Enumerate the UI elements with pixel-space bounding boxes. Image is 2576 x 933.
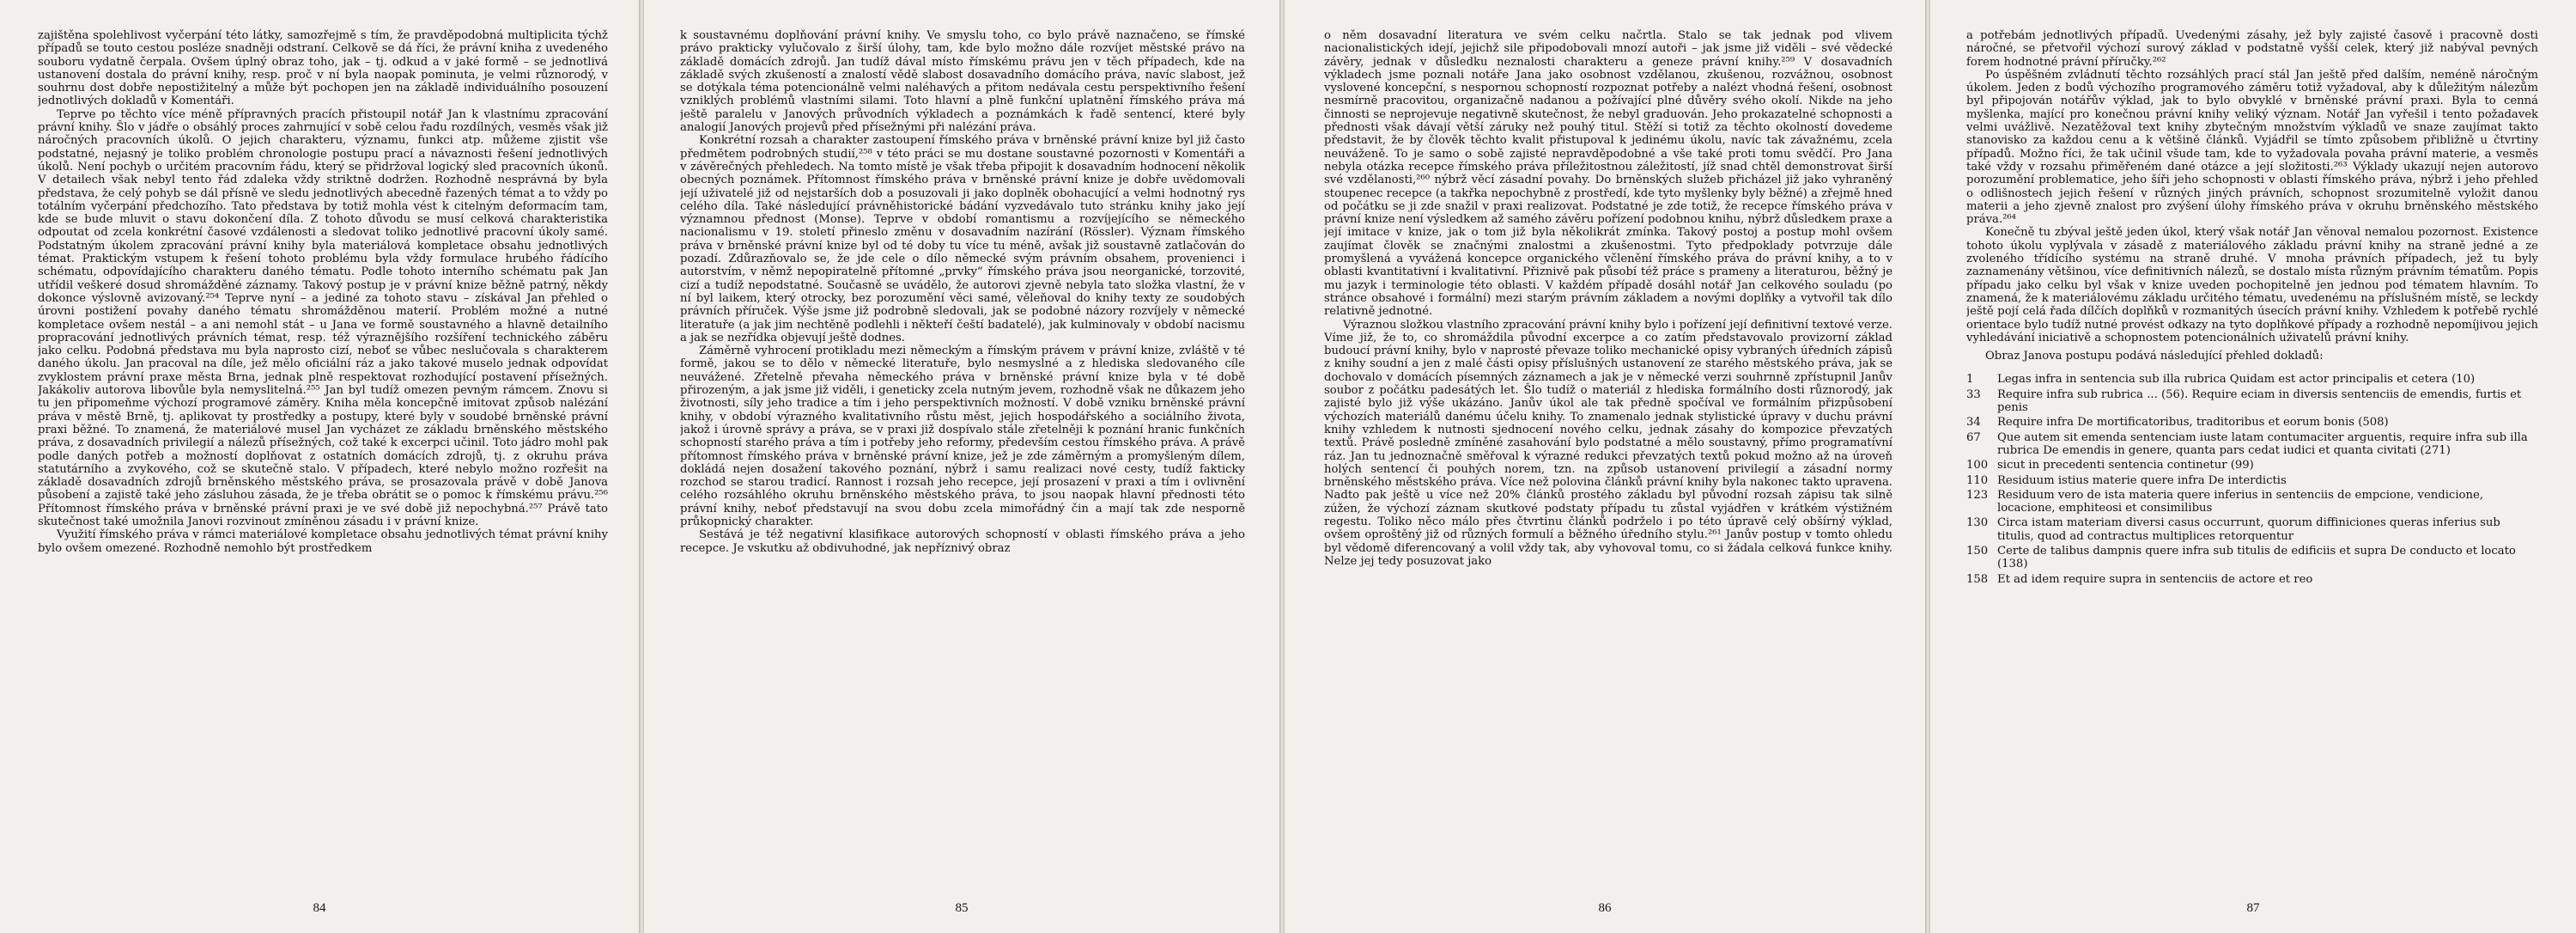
- paragraph: o něm dosavadní literatura ve svém celku načrtla. Stalo se tak jednak pod vlivem nacionalistických idejí, jejichž sile připodobovali mnozí autoři – jak jsme již viděli – své vědecké závěry, jednak v důsledku neznalosti charakteru a geneze právní knihy.²⁵⁹ V dosavadních výkladech jsme poznali notáře Jana jako osobnost vzdělanou, zkušenou, rozvážnou, osobnost vyslovené koncepční, s nespornou schopností rozpoznat potřeby a nalézt vhodná řešení, osobnost nesmírně pracovitou, organizačně nadanou a požívající plné důvěry svého okolí. Nikde na jeho činnosti se neprojevuje negativně skutečnost, že nebyl graduován. Jeho prokazatelné schopnosti a přednosti však dávají větší záruky než pouhý titul. Stěží si totiž za těchto okolností dovedeme představit, že by člověk těchto kvalit přistupoval k jedinému úkolu, navíc tak závažnému, zcela neuváženě. To je samo o sobě zajisté nepravděpodobné a vše také proti tomu svědčí. Pro Jana nebyla otázka recepce římského práva příležitostnou záležitostí, jíž snad chtěl demonstrovat širší své vzdělanosti,²⁶⁰ nýbrž věcí zásadní povahy. Do brněnských služeb přicházel již jako vyhraněný stoupenec recepce (a takřka nepochybně z prostředí, kde tyto myšlenky byly běžné) a zřejmě hned od počátku se ji zde snažil v praxi realizovat. Podstatné je zde totiž, že recepce římského práva v právní knize není výsledkem až samého závěru pořízení podobnou knihu, nýbrž důsledkem praxe a její imitace v knize, jak o tom již byla několikrát zmínka. Takový postoj a postup mohl ovšem zaujímat člověk se značnými znalostmi a zkušenostmi. Tyto předpoklady potvrzuje dále promyšlená a vyvážená koncepce organického včlenění římského práva do právní knihy, a to v oblasti kvantitativní i kvalitativní. Přiznivě pak působí též práce s prameny a literaturou, běžný je mu jazyk i terminologie této oblasti. V každém případě dosáhl notář Jan celkového souladu (po stránce obsahové i formální) mezi starým právním základem a novými doplňky a vytvořil tak dílo relativně jednotné.: [1324, 29, 1893, 319]
- list-item-text: Require infra De mortificatoribus, traditoribus et eorum bonis (508): [1997, 416, 2389, 430]
- paragraph: Sestává je též negativní klasifikace autorových schopností v oblasti římského práva a jeho recepce. Je vskutku až obdivuhodné, jak nepříznivý obraz: [680, 528, 1245, 555]
- paragraph: k soustavnému doplňování právní knihy. Ve smyslu toho, co bylo právě naznačeno, se římské právo prakticky vylučovalo z širší úlohy, tam, kde bylo možno dále rozvíjet městské právo na základě domácích zdrojů. Jan tudíž dával místo římskému právu jen v těch případech, kde na základě svých zkušeností a znalostí vědě slabost dosavadního domácího práva, navíc slabost, jež se dotýkala téma potencionálně velmi naléhavých a přitom nedávala cestu perspektivního řešení vzniklých problémů vlastními silami. Toto hlavní a plně funkční uplatnění římského práva má ještě paralelu v Janových průvodních výkladech a poznámkách k řadě sentencí, které byly analogií Janových projevů před přísežnými při nalézání práva.: [680, 29, 1245, 135]
- page-number: 86: [1598, 901, 1612, 915]
- paragraph: Obraz Janova postupu podává následující přehled dokladů:: [1985, 350, 2324, 363]
- page-number: 85: [955, 901, 969, 915]
- paragraph: Konečně tu zbýval ještě jeden úkol, který však notář Jan věnoval nemalou pozornost. Existence tohoto úkolu vyplývala v zásadě z materiálového základu právní knihy na straně jedné a ze zvoleného třídícího systému na straně druhé. V mnoha právních případech, jež tu byly zaznamenány většinou, více definitivních nálezů, se dostalo místa různým právním tématům. Popis případu jako celku byl však v knize uveden pochopitelně jen jednou pod tématem hlavním. To znamená, že k materiálovému základu určitého tématu, uvedenému na příslušném místě, se leckdy ještě pojí celá řada dílčích doplňků v rozmanitých úsecích právní knihy. Vzhledem k potřebě rychlé orientace bylo tudíž nutné provést odkazy na tyto doplňkové případy a rozhodně nepomíjivou jejich vyhledávání iniciativě a schopnostem potencionálních uživatelů právní knihy.: [1966, 226, 2538, 345]
- paragraph: zajištěna spolehlivost vyčerpání této látky, samozřejmě s tím, že pravděpodobná multiplicita týchž případů se touto cestou posléze snadněji odstraní. Celkově se dá říci, že právní kniha z uvedeného souboru vydatně čerpala. Ovšem úplný obraz toho, jak – tj. odkud a v jaké formě – se jednotlivá ustanovení dostala do právní knihy, resp. proč v ní byla naopak pominuta, je velmi různorodý, v souhrnu dost dobře nepostižitelný a může být pochopen jen na základě individuálního posouzení jednotlivých dokladů v Komentáři.: [38, 29, 608, 108]
- paragraph: Teprve po těchto více méně přípravných pracích přistoupil notář Jan k vlastnímu zpracování právní knihy. Šlo v jádře o obsáhlý proces zahrnující v sobě celou řadu rozdílných, vesměs však již náročných pracovních úkolů. O jejich charakteru, významu, funkci atp. můžeme zjistit vše podstatné, nejasný je toliko problém chronologie postupu prací a návaznosti řešení jednotlivých úkolů. Není pochyb o určitém pracovním řádu, který se přidržoval logický sled pracovních úkonů. V detailech však nebyl tento řád zdaleka vždy striktně dodržen. Rozhodně nesprávná by byla představa, že celý pohyb se dál přísně ve sledu jednotlivých abecedně řazených témat a to vždy po totálním vyčerpání předchozího. Tato představa by totiž mohla vést k citelným deformacím tam, kde se bude mluvit o stavu dokončení díla. Z tohoto důvodu se musí celková charakteristika odpoutat od zcela konkrétní časové vzdálenosti a sledovat toliko jednotlivé pracovní úkoly samé. Podstatným úkolem zpracování právní knihy byla materiálová kompletace obsahu jednotlivých témat. Praktickým vstupem k řešení tohoto problému byla vždy formulace hrubého řádícího schématu, odpovídajícího charakteru daného tématu. Podle tohoto interního schématu pak Jan utřídil veškeré dosud shromážděné záznamy. Takový postup je v právní knize běžně patrný, někdy dokonce výslovně avizovaný.²⁵⁴ Teprve nyní – a jediné za tohoto stavu – získával Jan přehled o úrovni postižení povahy daného tématu shromážděnou materií. Problém možné a nutné kompletace ovšem nestál – a ani nemohl stát – u Jana ve formě soustavného a hlavně detailního propracování jednotlivých právních témat, resp. též výraznějšího rozšíření technického záběru jako celku. Podobná představa mu byla naprosto cizí, neboť se vůbec neslučovala s charakterem daného úkolu. Jan pracoval na díle, jež mělo oficiální ráz a jako takové muselo jednak odpovídat zvyklostem právní praxe města Brna, jednak plně respektovat rozhodující postavení přísežných. Jakákoliv autorova libovůle byla nemyslitelná.²⁵⁵ Jan byl tudíž omezen pevným rámcem. Znovu si tu jen připomeňme výchozí programové záměry. Kniha měla koncepčně imitovat způsob nalézání práva v městě Brně, tj. aplikovat ty prostředky a postupy, které byly v soudobé brněnské právní praxi běžné. To znamená, že materiálové musel Jan vycházet ze základu brněnského městského práva, z dosavadních privilegií a nálezů přísežných, což také k excerpci učinil. Toto jádro mohl pak podle daných potřeb a možností doplňovat z ostatních domácích zdrojů, tj. z okruhu práva statutárního a zvykového, což se skutečně stalo. V případech, které nebylo možno rozřešit na základě dosavadních zdrojů brněnského městského práva, se prosazovala právě v době Janova působení a zajistě také jeho zásluhou zásada, že je třeba obrátit se o pomoc k římskému právu.²⁵⁶ Přítomnost římského práva v brněnské právní praxi je ve své době již nepochybná.²⁵⁷ Právě tato skutečnost také umožnila Janovi rozvinout zmíněnou zásadu i v právní knize.: [38, 107, 608, 528]
- paragraph: Využití římského práva v rámci materiálové kompletace obsahu jednotlivých témat právní knihy bylo ovšem omezené. Rozhodně nemohlo být prostředkem: [38, 528, 608, 555]
- list-item-text: Require infra sub rubrica ... (56). Require eciam in diversis sentenciis de emendis, furtis et penis: [1997, 387, 2522, 415]
- page-87-body: [1966, 29, 2538, 873]
- list-item-number: 158: [1966, 572, 1989, 586]
- paragraph: Po úspěšném zvládnutí těchto rozsáhlých prací stál Jan ještě před dalším, neméně náročným úkolem. Jeden z bodů výchozího programového záměru totiž vyžadoval, aby k důležitým nálezům byl připojován notářův výklad, jak to bylo obvyklé v brněnské právní praxi. Byla to cenná myšlenka, mající pro konečnou právní knihy veliký význam. Notář Jan vyřešil i tento požadavek velmi uvážlivě. Nezatěžoval text knihy zbytečným množstvím výkladů ve snaze zaujímat takto stanovisko za každou cenu a k většině článků. Vyjádřil se tímto způsobem přibližně u čtvrtiny případů. Možno říci, že tak učinil všude tam, kde to vyžadovala povaha právní materie, a vesměs také vždy v rozsahu přiměřeném dané otázce a její složitosti.²⁶³ Výklady ukazují nejen autorovo porozumění problematice, jeho šíři jeho schopnosti v oblasti římského práva, nýbrž i jeho přehled o odlišnostech jejich řešení v různých jiných právních, schopnost srozumitelně vyložit danou materii a jeho zjevně znalost pro zvýšení úlohy římského práva v okruhu brněnského městského práva.²⁶⁴: [1966, 68, 2538, 227]
- list-item-number: 110: [1966, 473, 1989, 487]
- page-84: [0, 0, 639, 933]
- list-item: [1966, 431, 2538, 458]
- paragraph: Výraznou složkou vlastního zpracování právní knihy bylo i pořízení její definitivní textové verze. Víme již, že to, co shromáždila původní excerpce a co zatím představovalo provizorní základ budoucí právní knihy, bylo v naprosté převaze toliko mechanické opisy vybraných úředních zápisů z knihy soudní a jen z malé části opisy příslušných ustanovení ze starého městského práva, jak se dochovalo v domácích písemných záznamech a jak je v německé verzi souhrnně zpřístupnil Janův soubor z počátku padesátých let. Šlo tudíž o materiál z hlediska formálního dosti různorodý, jak zajisté bylo již výše ukázáno. Janův úkol ale tak předně spočíval ve formálním přizpůsobení výchozích materiálů danému účelu knihy. To znamenalo jednak stylistické úpravy v duchu právní knihy vzhledem k nutnosti sjednocení nového celku, jednak zásahy do kompozice převzatých textů. Právě posledně zmíněné zasahování bylo podstatné a mělo soustavný, přímo programatívní ráz. Jan tu jednoznačně směřoval k výrazné redukci převzatých textů pokud možno až na úroveň holých sentencí či pouhých norem, tzn. na způsob ustanovení privilegií a zásadní normy brněnského městského práva. Více než polovina článků právní knihy byla nakonec takto upravena. Nadto pak ještě u více než 20% článků prostého základu byl původní rozsah zápisu tak silně zúžen, že výchozí záznam skutkové podstaty případu tu zůstal vyjádřen v krátkém výstižném regestu. Toliko něco málo přes čtvrtinu článků podrželo i po této úpravě celý obšírný výklad, ovšem oproštěný již od různých formulí a běžného úředního stylu.²⁶¹ Janův postup v tomto ohledu byl vědomě diferencovaný a volil vždy tak, aby vyhovoval tomu, co si žádala celková funkce knihy. Nelze jej tedy posuzovat jako: [1324, 318, 1893, 568]
- list-item: [1966, 474, 2538, 487]
- list-item-number: 150: [1966, 544, 1989, 558]
- list-item: [1966, 545, 2538, 571]
- page-86: [1285, 0, 1925, 933]
- list-item: [1966, 416, 2538, 429]
- paragraph: Konkrétní rozsah a charakter zastoupení římského práva v brněnské právní knize byl již často předmětem podrobných studií,²⁵⁸ v této práci se mu dostane soustavné pozornosti v Komentáři a v závěrečných přehledech. Na tomto místě je však třeba připojit k dosavadním hodnocení několik obecných poznámek. Přítomnost římského práva v brněnské právní knize je dobře uvědomovali její uživatelé již od nejstarších dob a posuzovali ji jako doplněk obohacující a velmi hodnotný rys celého díla. Také následující právněhistorické bádání vyzvedávalo tuto stránku knihy jako její významnou přednost (Monse). Teprve v období romantismu a rozvíjejícího se německého nacionalismu v 19. století přineslo změnu v dosavadním nazírání (Rössler). Význam římského práva v brněnské právní knize byl od té doby tu více tu méně, avšak již soustavně zatlačován do pozadí. Zdůrazňovalo se, že jde cele o dílo německé svým právním obsahem, provenienci i autorstvím, v němž nepopiratelně přítomné „prvky“ římského práva jsou neorganické, torzovité, cizí a tudíž nepodstatné. Současně se uvádělo, že autorovi zjevně nebyla tato složka vlastní, že v ní byl laikem, který otrocky, bez porozumění věci samé, věleňoval do knihy texty ze soudobých právních příruček. Výše jsme již podrobně sledovali, jak se podobné názory rozvíjely v německé literatuře (a jak jim nechtěně podlehli i někteří čeští badatelé), jak kulminovaly v období nacismu a jak se nezřídka objevují ještě dodnes.: [680, 134, 1245, 345]
- list-item: [1966, 388, 2538, 415]
- list-item: [1966, 489, 2538, 515]
- list-item-text: Residuum istius materie quere infra De interdictis: [1997, 473, 2287, 487]
- page-87: [1930, 0, 2576, 933]
- document-list: [1966, 373, 2538, 585]
- page-number: 84: [313, 901, 326, 915]
- paragraph: Záměrně vyhrocení protikladu mezi německým a římským právem v právní knize, zvláště v té formě, jakou se to dělo v německé literatuře, bylo nesmyslné a z hlediska sledovaného cíle neuvážené. Zřetelně převaha německého práva v brněnské právní knize byla v té době přirozeným, a jak jsme již viděli, i geneticky zcela nutným jevem, rozhodně však ne důkazem jeho životnosti, síly jeho tradice a tím i jeho perspektivních možností. V době vzniku brněnské právní knihy, v období výrazného kvalitativního růstu měst, jejich hospodářského a sociálního života, jakož i úrovně správy a práva, se v praxi již dospívalo stále zřetelněji k poznání hranic funkčních schopností starého práva a tím i potřeby jeho reformy, především cestou římského práva. A právě přítomnost římského práva v brněnské právní knize, jež je zde záměrným a promyšleným dílem, dokládá nejen dosažení takového poznání, nýbrž i samu realizaci nové cesty, tudíž fakticky rozchod se starou tradicí. Rannost i rozsah jeho recepce, její prosazení v praxi a tím i ovlivnění celého rozsáhlého okruhu brněnského městského práva, to jsou naopak hlavní přednosti této právní knihy, neboť představují na svou dobu zcela mimořádný čin a mají tak zde nesporně průkopnický charakter.: [680, 345, 1245, 528]
- list-item: [1966, 459, 2538, 472]
- list-item-number: 67: [1966, 430, 1981, 444]
- page-85: [644, 0, 1279, 933]
- page-85-body: [680, 29, 1245, 873]
- list-item-text: Et ad idem require supra in sentenciis de actore et reo: [1997, 572, 2313, 586]
- list-item: [1966, 573, 2538, 586]
- list-item-number: 1: [1966, 373, 1974, 387]
- list-item-text: Circa istam materiam diversi casus occurrunt, quorum diffiniciones queras inferius sub titulis, quod ad contractus multiplices retorquentur: [1997, 516, 2500, 543]
- list-item-text: Residuum vero de ista materia quere inferius in sentenciis de empcione, vendicione, locacione, emphiteosi et consimilibus: [1997, 488, 2483, 515]
- paragraph: a potřebám jednotlivých případů. Uvedenými zásahy, jež byly zajisté časově i pracovně dosti náročné, se přetvořil výchozí surový základ v podstatně vyšší celek, který již nabýval pevných forem hodnotné právní příručky.²⁶²: [1966, 29, 2538, 69]
- list-item: [1966, 373, 2538, 386]
- list-item-text: Que autem sit emenda sentenciam iuste latam contumaciter arguentis, require infra sub illa rubrica De emendis in genere, quanta pars cedat iudici et quanta civitati (271): [1997, 430, 2528, 457]
- list-item-text: sicut in precedenti sentencia continetur (99): [1997, 459, 2254, 473]
- page-84-body: [38, 29, 608, 873]
- list-item-text: Legas infra in sentencia sub illa rubrica Quidam est actor principalis et cetera (10): [1997, 373, 2476, 387]
- list-item-number: 130: [1966, 516, 1989, 530]
- list-item-number: 33: [1966, 387, 1981, 401]
- list-item-number: 123: [1966, 488, 1989, 502]
- page-number: 87: [2246, 901, 2260, 915]
- page-86-body: [1324, 29, 1893, 873]
- list-item-number: 34: [1966, 416, 1981, 430]
- list-item: [1966, 516, 2538, 543]
- list-item-number: 100: [1966, 459, 1989, 473]
- list-item-text: Certe de talibus dampnis quere infra sub titulis de edificiis et supra De conducto et locato (138): [1997, 544, 2516, 571]
